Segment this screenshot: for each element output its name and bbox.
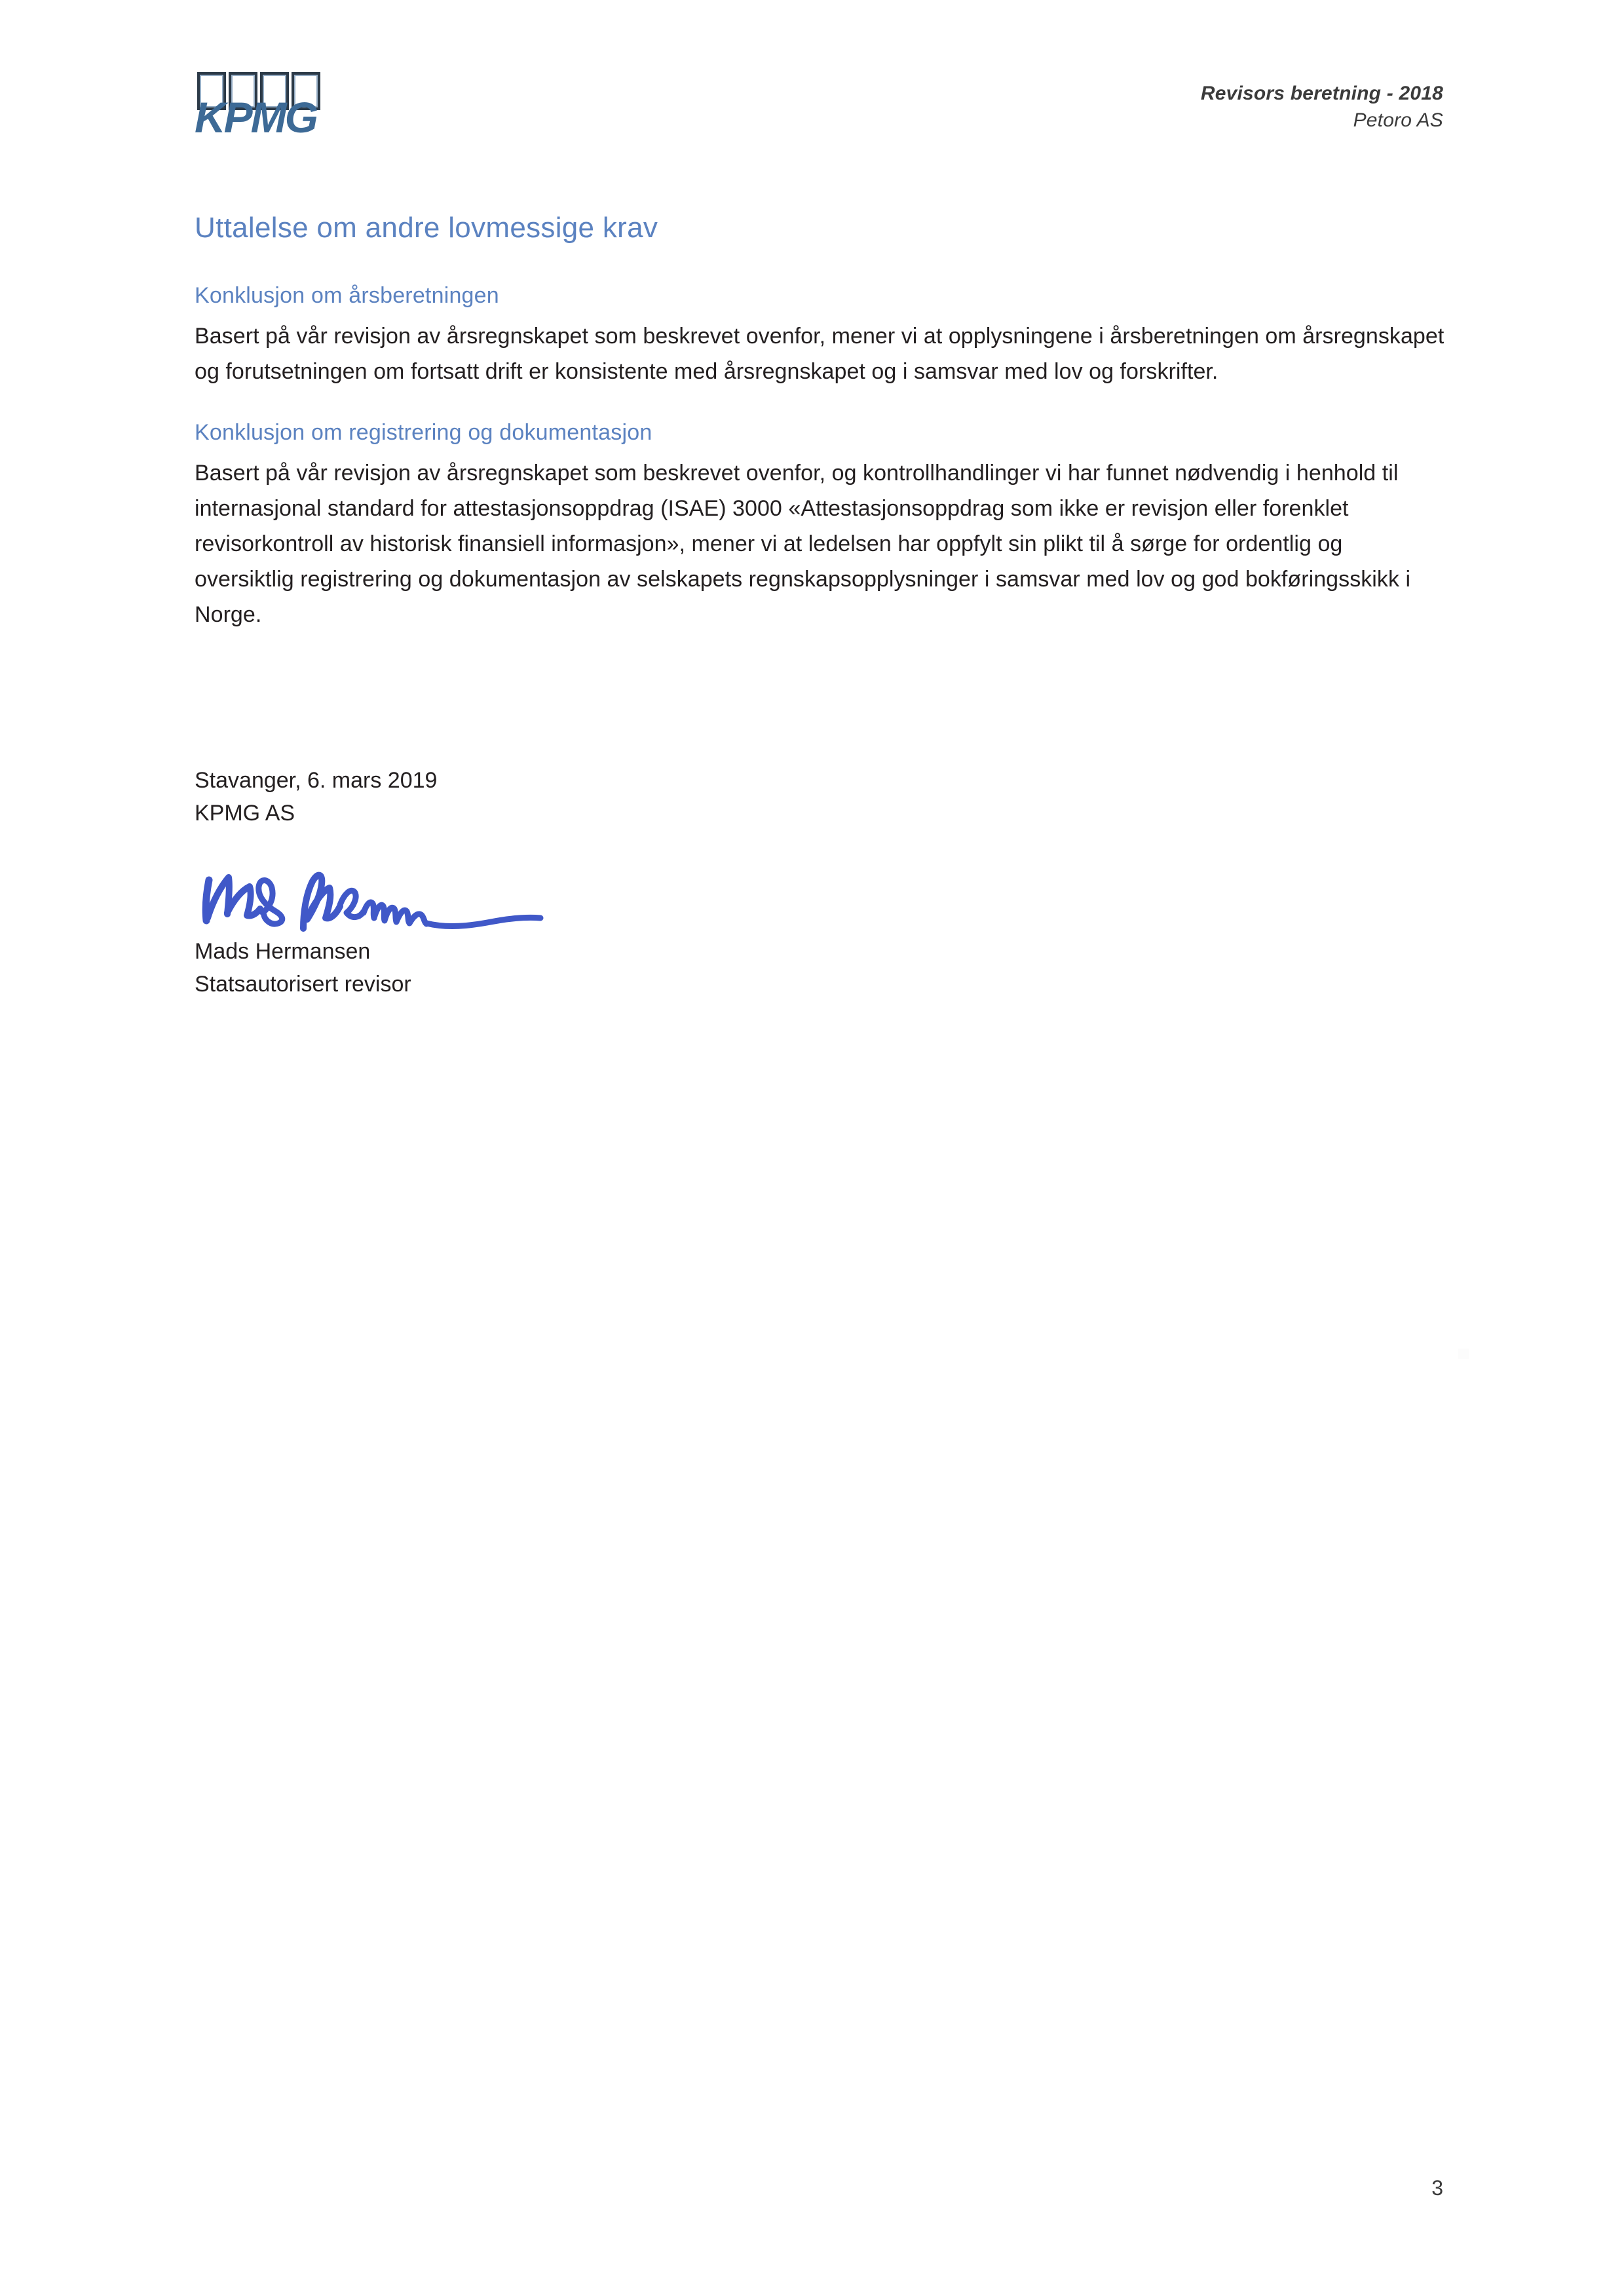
subsection-body-arsberetningen: Basert på vår revisjon av årsregnskapet som beskrevet ovenfor, mener vi at opplysningene i årsberetningen om årsregnskapet og forutsetningen om fortsatt drift er konsistente med årsregnskapet og i samsvar med lov og forskrifter. — [195, 324, 1445, 385]
kpmg-logo — [195, 71, 336, 142]
subsection-body-registrering: Basert på vår revisjon av årsregnskapet som beskrevet ovenfor, og kontrollhandlinger vi har funnet nødvendig i henhold til internasjonal standard for attestasjonsoppdrag (ISAE) 3000 «Attestasjonsoppdrag som ikke er revisjon eller forenklet revisorkontroll av historisk finansiell informasjon», mener vi at ledelsen har oppfylt sin plikt til å sørge for ordentlig og oversiktlig registrering og dokumentasjon av selskapets regnskapsopplysninger i samsvar med lov og god bokføringsskikk i Norge. — [195, 461, 1411, 628]
signature-firm: KPMG AS — [195, 801, 295, 826]
signer-title: Statsautorisert revisor — [195, 971, 411, 997]
header-meta — [1201, 71, 1443, 134]
signature-block — [195, 764, 1112, 1001]
subsection-title-arsberetningen: Konklusjon om årsberetningen — [195, 282, 499, 308]
handwritten-signature — [195, 860, 561, 946]
page-header — [195, 71, 1443, 149]
scan-artifact — [1458, 1349, 1469, 1359]
page-title: Uttalelse om andre lovmessige krav — [195, 212, 658, 244]
page-number: 3 — [1431, 2176, 1443, 2200]
signer-name: Mads Hermansen — [195, 938, 371, 964]
subsection-title-registrering: Konklusjon om registrering og dokumentasjon — [195, 419, 652, 445]
kpmg-wordmark: KPMG — [195, 93, 316, 142]
report-title: Revisors beretning - 2018 — [1200, 83, 1443, 104]
document-content — [195, 211, 1447, 632]
signature-place-date: Stavanger, 6. mars 2019 — [195, 768, 438, 793]
company-name: Petoro AS — [1353, 109, 1443, 132]
